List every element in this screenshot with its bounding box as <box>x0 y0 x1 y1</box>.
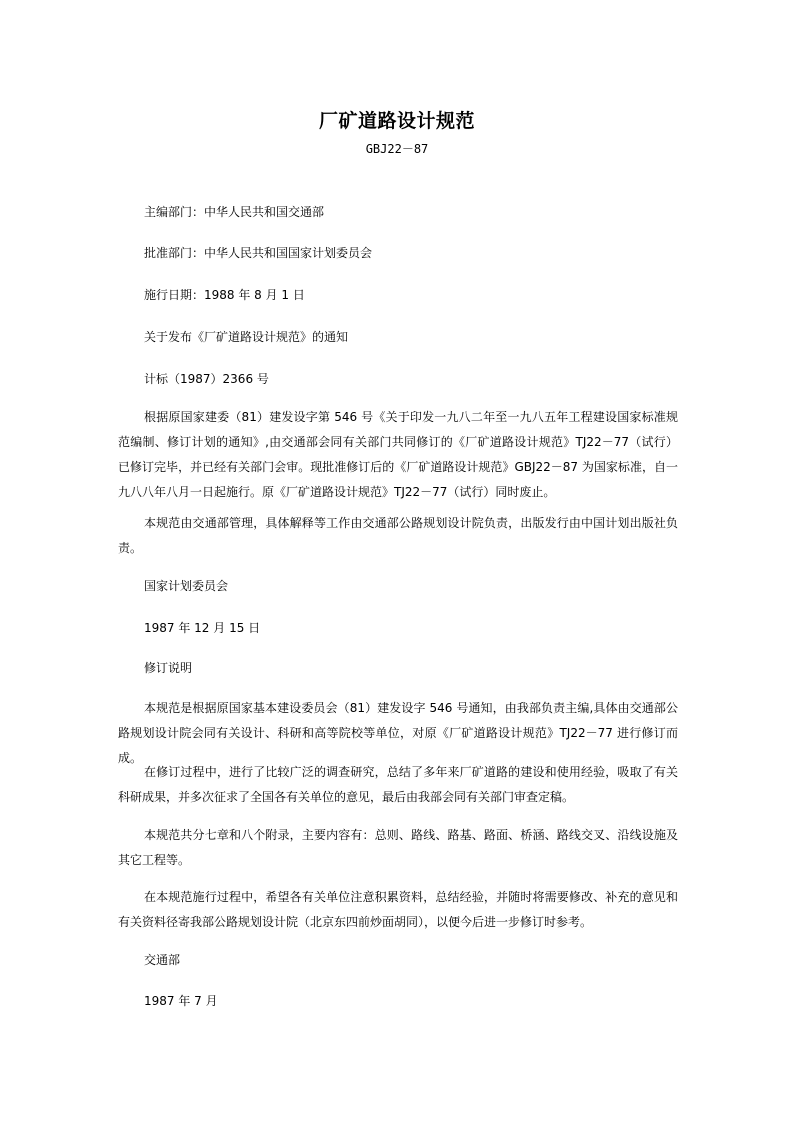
notice-title: 关于发布《厂矿道路设计规范》的通知 <box>144 330 349 344</box>
revision-paragraph-3: 本规范共分七章和八个附录，主要内容有：总则、路线、路基、路面、桥涵、路线交叉、沿线设施及其它工程等。 <box>118 828 678 867</box>
document-title: 厂矿道路设计规范 <box>318 110 475 132</box>
revision-heading: 修订说明 <box>144 661 193 675</box>
signer-planning-commission: 国家计划委员会 <box>144 579 229 593</box>
revision-date: 1987 年 7 月 <box>144 994 218 1008</box>
notice-number: 计标（1987）2366 号 <box>144 372 269 386</box>
revision-paragraph-4: 在本规范施行过程中，希望各有关单位注意积累资料，总结经验，并随时将需要修改、补充的意见和有关资料径寄我部公路规划设计院（北京东四前炒面胡同），以便今后进一步修订时参考。 <box>118 890 678 929</box>
revision-paragraph-2: 在修订过程中，进行了比较广泛的调查研究，总结了多年来厂矿道路的建设和使用经验，吸取了有关科研成果，并多次征求了全国各有关单位的意见，最后由我部会同有关部门审查定稿。 <box>118 765 678 804</box>
chief-department: 主编部门：中华人民共和国交通部 <box>144 205 325 219</box>
notice-paragraph-2: 本规范由交通部管理，具体解释等工作由交通部公路规划设计院负责，出版发行由中国计划出版社负责。 <box>118 516 678 555</box>
signer-ministry: 交通部 <box>144 953 181 967</box>
approval-department: 批准部门：中华人民共和国国家计划委员会 <box>144 246 373 260</box>
notice-date: 1987 年 12 月 15 日 <box>144 621 261 635</box>
standard-code: GBJ22－87 <box>365 142 429 156</box>
notice-paragraph-1: 根据原国家建委（81）建发设字第 546 号《关于印发一九八二年至一九八五年工程建设国家标准规范编制、修订计划的通知》,由交通部会同有关部门共同修订的《厂矿道路设计规范》TJ22－77（试行）已修订完毕，并已经有关部门会审。现批准修订后的《厂矿道路设计规范》GBJ22－87 为国家标准，自一九八八年八月一日起施行。原《厂矿道路设计规范》TJ22－77（试行）同时废止。 <box>118 410 678 499</box>
effective-date: 施行日期：1988 年 8 月 1 日 <box>144 288 305 302</box>
revision-paragraph-1: 本规范是根据原国家基本建设委员会（81）建发设字 546 号通知，由我部负责主编,具体由交通部公路规划设计院会同有关设计、科研和高等院校等单位，对原《厂矿道路设计规范》TJ22－77 进行修订而成。 <box>118 701 678 765</box>
